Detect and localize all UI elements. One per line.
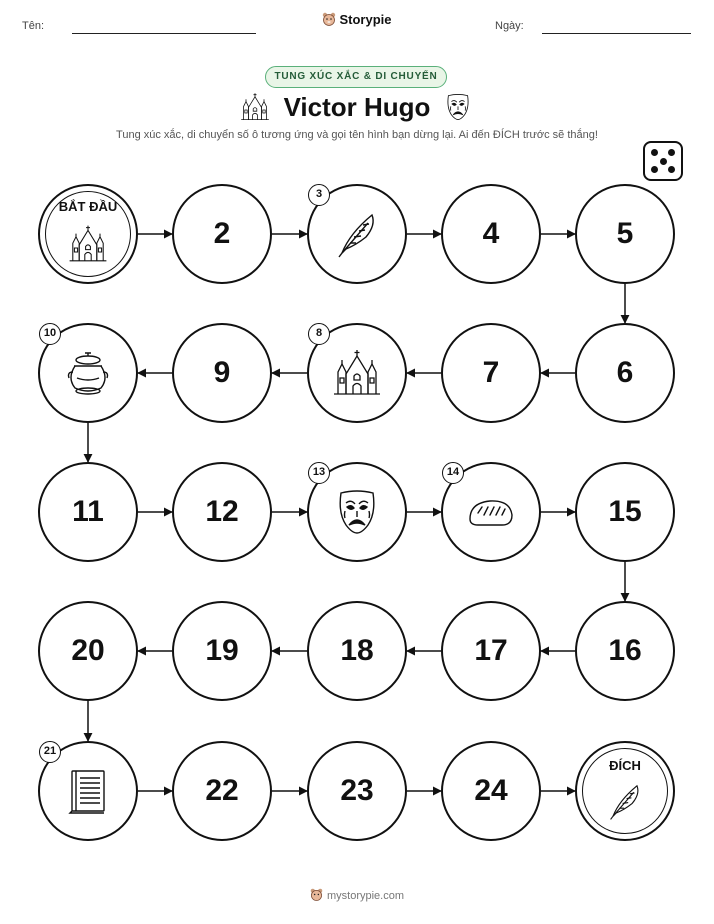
board-cell	[575, 323, 675, 423]
cell-number: 15	[608, 495, 642, 528]
bread-icon	[466, 487, 516, 537]
quill-icon	[605, 781, 645, 821]
cell-number: 17	[474, 634, 508, 667]
cell-number: 16	[608, 634, 642, 667]
cell-number: 7	[482, 356, 500, 389]
board-cell	[38, 741, 138, 841]
book-icon	[63, 766, 113, 816]
board-cell	[575, 184, 675, 284]
cell-number: 18	[340, 634, 374, 667]
board-cell	[441, 462, 541, 562]
name-label: Tên:	[22, 20, 45, 32]
board-cell	[38, 462, 138, 562]
cell-number-badge: 8	[308, 323, 330, 345]
cell-number: 20	[71, 634, 105, 667]
cell-number-badge: 3	[308, 184, 330, 206]
board-cell	[441, 741, 541, 841]
activity-tag: TUNG XÚC XẮC & DI CHUYỂN	[265, 66, 447, 88]
church-icon	[332, 348, 382, 398]
page-title: Victor Hugo	[283, 92, 431, 122]
board-cell	[441, 323, 541, 423]
footer-url: mystorypie.com	[326, 890, 405, 902]
cell-number-badge: 14	[442, 462, 464, 484]
cell-number: 9	[213, 356, 231, 389]
board-cell	[575, 601, 675, 701]
church-icon	[68, 224, 108, 264]
board-cell	[172, 741, 272, 841]
pot-icon	[63, 348, 113, 398]
cell-number: 5	[616, 217, 634, 250]
date-label: Ngày:	[495, 20, 524, 32]
board-cell	[38, 323, 138, 423]
cell-number: 24	[474, 774, 508, 807]
board-cell	[441, 184, 541, 284]
board-cell	[575, 462, 675, 562]
board-cell	[172, 184, 272, 284]
bear-icon	[310, 888, 323, 901]
instructions: Tung xúc xắc, di chuyển số ô tương ứng và gọi tên hình bạn dừng lại. Ai đến ĐÍCH trước sẽ thắng!	[116, 129, 598, 141]
board-cell	[307, 601, 407, 701]
board-cell	[307, 741, 407, 841]
start-cell	[38, 184, 138, 284]
cell-number: 6	[616, 356, 634, 389]
cell-number: 19	[205, 634, 239, 667]
cell-number: 23	[340, 774, 374, 807]
tragedy-mask-icon	[332, 487, 382, 537]
cell-number: 4	[482, 217, 500, 250]
quill-icon	[332, 209, 382, 259]
board-cell	[38, 601, 138, 701]
cell-number-badge: 10	[39, 323, 61, 345]
board-cell	[172, 323, 272, 423]
cell-number: 12	[205, 495, 239, 528]
brand-name: Storypie	[339, 12, 392, 27]
board-cell	[441, 601, 541, 701]
cell-number: 2	[213, 217, 231, 250]
board-cell	[172, 462, 272, 562]
footer	[0, 888, 714, 902]
cell-number-badge: 21	[39, 741, 61, 763]
board-cell	[307, 184, 407, 284]
finish-cell	[575, 741, 675, 841]
cell-number: 22	[205, 774, 239, 807]
cell-number-badge: 13	[308, 462, 330, 484]
start-label: BẮT ĐẦU	[58, 199, 118, 214]
board-cell	[307, 323, 407, 423]
board-cell	[172, 601, 272, 701]
cell-number: 11	[72, 495, 104, 528]
finish-label: ĐÍCH	[609, 758, 641, 773]
board-cell	[307, 462, 407, 562]
